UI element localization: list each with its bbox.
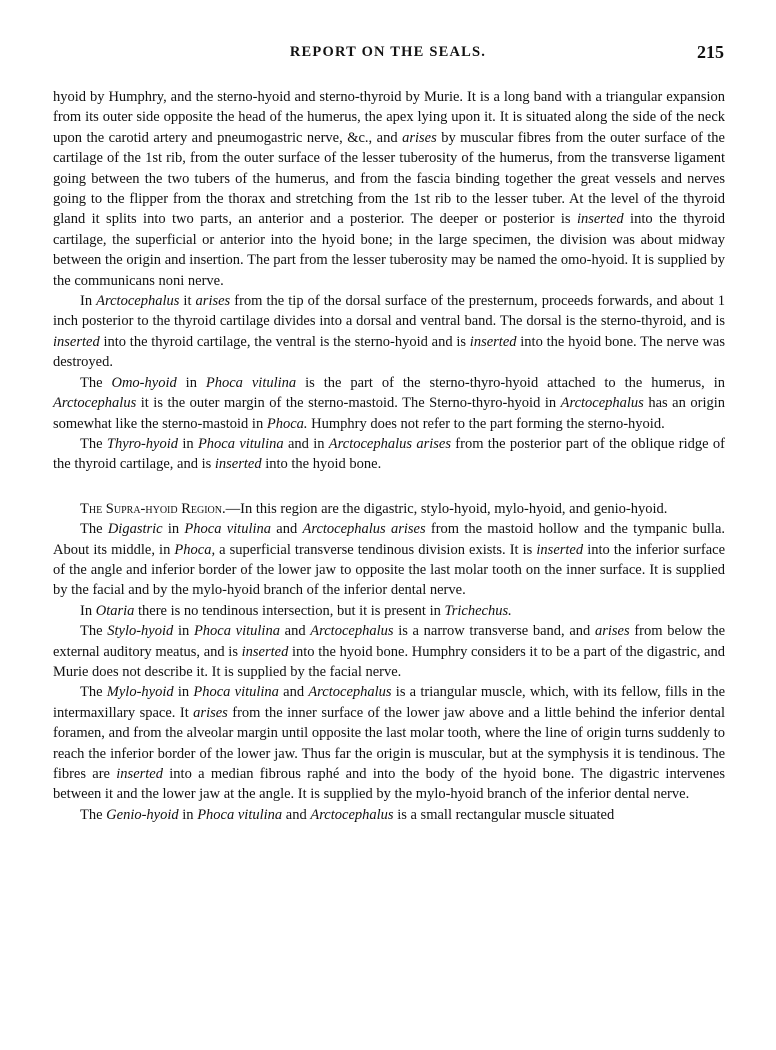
paragraph xyxy=(53,805,725,825)
paragraph xyxy=(53,621,725,682)
text-run: is a triangular muscle, which, with its fellow, fills in the intermaxillary space. It xyxy=(53,684,726,721)
text-run: into the hyoid bone. xyxy=(261,456,382,473)
text-run: into a median fibrous raphé and into the body of the hyoid bone. The digastric intervenes between it and the lower jaw at the angle. It is supplied by the mylo-hyoid branch of the inferior dental nerve. xyxy=(53,766,726,803)
italic-term: Trichechus. xyxy=(444,602,512,619)
italic-term: Thyro-hyoid xyxy=(106,435,179,452)
body-text xyxy=(53,87,725,825)
text-run: into the thyroid cartilage, the ventral is the sterno-hyoid and is xyxy=(99,333,470,350)
italic-term: arises xyxy=(195,293,231,310)
text-run: a superficial transverse tendinous division exists. It is xyxy=(215,541,537,558)
italic-term: Omo-hyoid xyxy=(111,374,177,391)
text-run: and xyxy=(271,521,303,538)
text-run: The xyxy=(80,623,108,640)
paragraph xyxy=(53,601,725,621)
section-heading-paragraph xyxy=(53,499,725,519)
text-run: from the tip of the dorsal surface of the presternum, proceeds forwards, and about 1 inch posterior to the thyroid cartilage divides into a dorsal and ventral band. The dorsal is the sterno-thyroid, and is xyxy=(53,293,726,330)
text-run: into the hyoid bone. The nerve was destroyed. xyxy=(53,333,725,371)
text-run: it xyxy=(179,293,196,310)
italic-term: inserted xyxy=(576,211,624,228)
text-run: from the inner surface of the lower jaw above and a little behind the inferior dental foramen, and from the alveolar margin until opposite the last molar tooth, where the line of origin turns suddenly to reach the inferior border of the lower jaw. Thus far the origin is muscular, but at the symphysis it is tendinous. The fibres are xyxy=(53,704,725,782)
italic-term: arises xyxy=(402,129,437,146)
italic-term: Stylo-hyoid xyxy=(107,623,174,640)
italic-term: Mylo-hyoid xyxy=(106,684,174,701)
italic-term: inserted xyxy=(53,333,100,350)
italic-term: Phoca vitulina xyxy=(184,521,272,538)
text-run: is the part of the sterno-thyro-hyoid attached to the humerus, in xyxy=(296,374,726,391)
text-run: from below the external auditory meatus, and is xyxy=(53,623,726,660)
italic-term: Arctocephalus arises xyxy=(302,521,426,538)
text-run: hyoid by Humphry, and the sterno-hyoid and sterno-thyroid by Murie. It is a long band with a triangular expansion from its outer side opposite the head of the humerus, the apex lying upon it. It is situated along the side of the neck upon the carotid artery and pneumogastric nerve, &c., and xyxy=(53,89,725,146)
paragraph xyxy=(53,87,725,291)
text-run: into the thyroid cartilage, the superficial or anterior into the hyoid bone; in the large specimen, the division was about midway between the origin and insertion. The part from the lesser tuberosity may be named the omo-hyoid. It is supplied by the communicans noni nerve. xyxy=(53,211,725,289)
italic-term: Arctocephalus xyxy=(53,395,137,412)
italic-term: Phoca. xyxy=(266,415,308,432)
text-run: in xyxy=(173,684,194,701)
text-run: there is no tendinous intersection, but it is present in xyxy=(134,602,445,619)
paragraph xyxy=(53,373,725,434)
italic-term: inserted xyxy=(241,643,289,660)
text-run: and xyxy=(282,806,311,823)
text-run: —In this region are the digastric, stylo-hyoid, mylo-hyoid, and genio-hyoid. xyxy=(225,500,668,517)
italic-term: arises xyxy=(193,704,228,721)
italic-term: Digastric xyxy=(107,521,163,538)
italic-term: Otaria xyxy=(95,602,135,619)
text-run: is a narrow transverse band, and xyxy=(393,623,595,640)
text-run: Humphry does not refer to the part forming the sterno-hyoid. xyxy=(307,415,665,432)
paragraph xyxy=(53,682,725,804)
italic-term: Arctocephalus xyxy=(308,684,392,701)
text-run: into the hyoid bone. Humphry considers it to be a part of the digastric, and Murie does not describe it. It is supplied by the facial nerve. xyxy=(53,643,725,680)
italic-term: inserted xyxy=(536,541,584,558)
text-run: The xyxy=(80,435,107,452)
text-run: from the mastoid hollow and the tympanic bulla. About its middle, in xyxy=(53,521,726,558)
text-run: is a small rectangular muscle situated xyxy=(393,806,615,823)
italic-term: Genio-hyoid xyxy=(106,806,179,823)
running-head xyxy=(0,44,776,68)
text-run: in xyxy=(176,374,206,391)
italic-term: Arctocephalus arises xyxy=(328,435,451,452)
text-run: by muscular fibres from the outer surface of the cartilage of the 1st rib, from the outer surface of the lesser tuberosity of the humerus, from the transverse ligament going between the two tubers of the humerus, and from the fascia binding together the great vessels and nerves going to the flipper from the thorax and stretching from the 1st rib to the lesser tuber. At the level of the thyroid gland it splits into two parts, an anterior and a posterior. The deeper or posterior is xyxy=(53,129,725,228)
text-run: The xyxy=(80,521,108,538)
italic-term: Phoca vitulina xyxy=(197,806,283,823)
italic-term: inserted xyxy=(116,766,163,782)
italic-term: arises xyxy=(594,623,630,640)
section-title: The Supra-hyoid Region. xyxy=(80,500,226,517)
italic-term: Arctocephalus xyxy=(310,806,394,823)
paragraph xyxy=(53,434,725,475)
text-run: in xyxy=(178,806,198,823)
text-run: into the inferior surface of the angle and inferior border of the lower jaw to opposite the last molar tooth on the inner surface. It is supplied by the facial and by the mylo-hyoid branch of the inferior dental nerve. xyxy=(53,541,726,599)
italic-term: inserted xyxy=(469,333,517,350)
text-run: and in xyxy=(283,435,329,452)
italic-term: Phoca vitulina xyxy=(205,374,297,391)
text-run: in xyxy=(178,435,198,452)
page-number: 215 xyxy=(697,42,724,62)
text-run: The xyxy=(80,374,112,391)
italic-term: Phoca vitulina xyxy=(193,684,279,701)
text-run: In xyxy=(80,293,97,310)
italic-term: Phoca vitulina xyxy=(193,623,280,640)
text-run: and xyxy=(278,684,309,701)
italic-term: Arctocephalus xyxy=(96,293,180,310)
italic-term: Arctocephalus xyxy=(560,395,644,412)
italic-term: Phoca, xyxy=(174,541,216,558)
italic-term: Arctocephalus xyxy=(310,623,394,640)
text-run: has an origin somewhat like the sterno-mastoid in xyxy=(53,395,725,432)
italic-term: Phoca vitulina xyxy=(197,435,284,452)
text-run: from the posterior part of the oblique ridge of the thyroid cartilage, and is xyxy=(53,435,725,473)
italic-term: inserted xyxy=(214,456,262,473)
text-run: in xyxy=(162,521,185,538)
text-run: The xyxy=(80,684,107,701)
paragraph xyxy=(53,519,725,601)
text-run: it is the outer margin of the sterno-mastoid. The Sterno-thyro-hyoid in xyxy=(136,395,561,412)
text-run: In xyxy=(80,602,96,619)
text-run: in xyxy=(173,623,194,640)
text-run: and xyxy=(279,623,311,640)
text-run: The xyxy=(80,806,107,823)
running-title: REPORT ON THE SEALS. xyxy=(289,44,487,60)
paragraph xyxy=(53,291,725,373)
